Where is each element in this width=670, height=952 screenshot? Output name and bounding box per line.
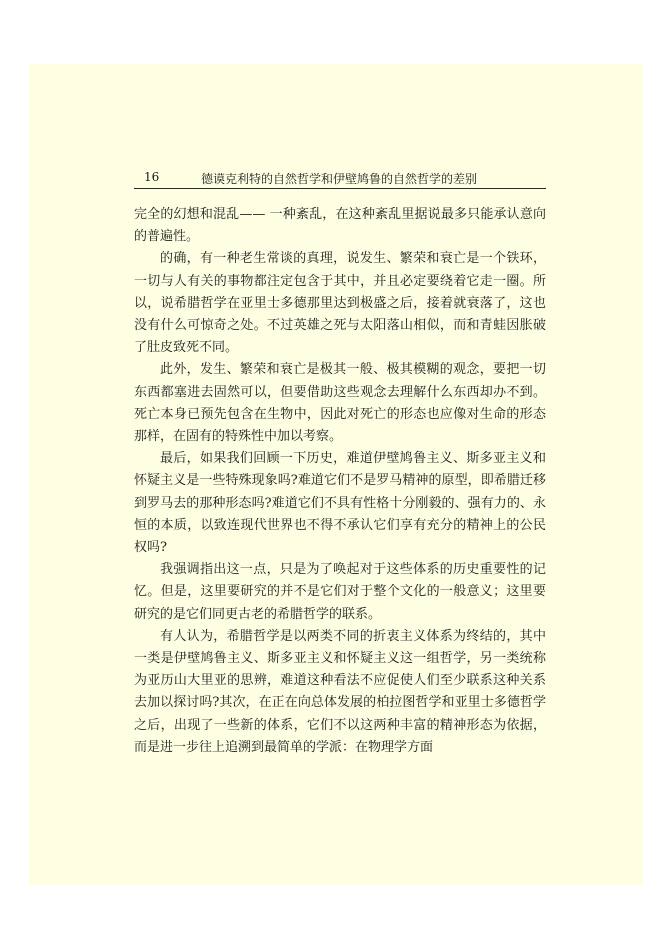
paragraph: 的确，有一种老生常谈的真理，说发生、繁荣和衰亡是一个铁环，一切与人有关的事物都注定包含于其中，并且必定要绕着它走一圈。所以，说希腊哲学在亚里士多德那里达到极盛之后，接着就衰落了，这也没有什么可惊奇之处。不过英雄之死与太阳落山相似，而和青蛙因胀破了肚皮致死不同。	[134, 251, 546, 356]
body-text	[134, 204, 546, 759]
paragraph: 有人认为，希腊哲学是以两类不同的折衷主义体系为终结的，其中一类是伊壁鸠鲁主义、斯多亚主义和怀疑主义这一组哲学，另一类统称为亚历山大里亚的思辨，难道这种看法不应促使人们至少联系这种关系去加以探讨吗?其次，在正在向总体发展的柏拉图哲学和亚里士多德哲学之后，出现了一些新的体系，它们不以这两种丰富的精神形态为依据，而是进一步往上追溯到最简单的学派：在物理学方面	[134, 628, 546, 755]
paragraph: 最后，如果我们回顾一下历史，难道伊壁鸠鲁主义、斯多亚主义和怀疑主义是一些特殊现象吗?难道它们不是罗马精神的原型，即希腊迁移到罗马去的那种形态吗?难道它们不具有性格十分刚毅的、强有力的、永恒的本质，以致连现代世界也不得不承认它们享有充分的精神上的公民权吗?	[134, 451, 546, 556]
page-number: 16	[144, 170, 160, 184]
running-title: 德谟克利特的自然哲学和伊壁鸠鲁的自然哲学的差别	[201, 172, 478, 186]
paragraph: 我强调指出这一点，只是为了唤起对于这些体系的历史重要性的记忆。但是，这里要研究的并不是它们对于整个文化的一般意义；这里要研究的是它们同更古老的希腊哲学的联系。	[134, 562, 546, 622]
paragraph-continuation: 完全的幻想和混乱—— 一种紊乱，在这种紊乱里据说最多只能承认意向的普遍性。	[134, 207, 546, 245]
paragraph: 此外，发生、繁荣和衰亡是极其一般、极其模糊的观念，要把一切东西都塞进去固然可以，但要借助这些观念去理解什么东西却办不到。死亡本身已预先包含在生物中，因此对死亡的形态也应像对生命的形态那样，在固有的特殊性中加以考察。	[134, 362, 546, 445]
running-header	[134, 168, 546, 189]
